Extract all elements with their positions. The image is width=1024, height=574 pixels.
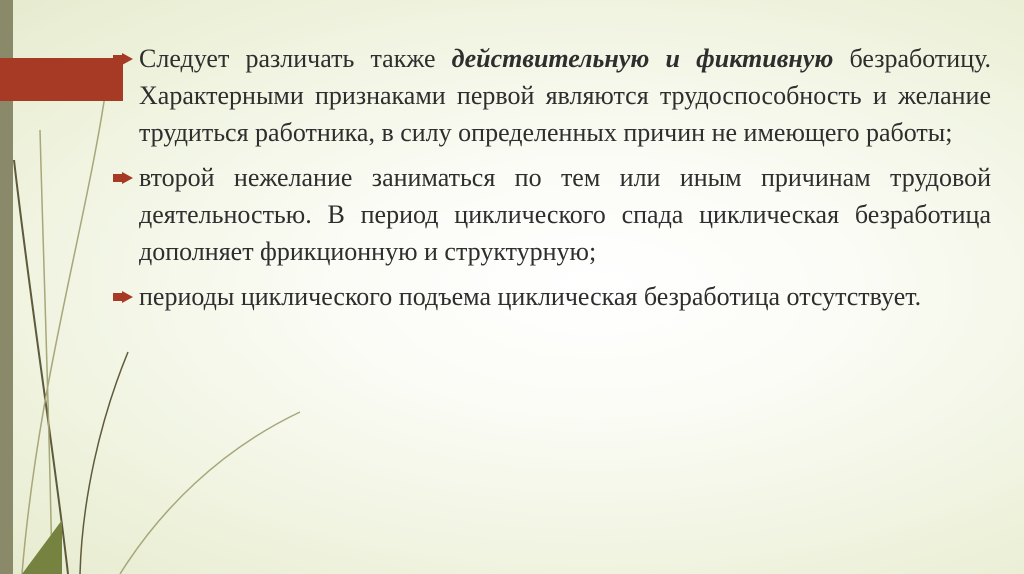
green-triangle-decoration xyxy=(22,520,62,574)
bullet-item xyxy=(113,159,991,270)
arrow-bullet-icon xyxy=(113,291,133,303)
bullet-emphasis: действительную и фиктивную xyxy=(451,44,834,73)
red-accent-band xyxy=(0,58,123,101)
arrow-bullet-icon xyxy=(113,53,133,65)
arrow-bullet-icon xyxy=(113,172,133,184)
curve-line xyxy=(120,412,300,574)
bullet-text: Следует различать также xyxy=(139,44,452,73)
curve-line xyxy=(40,130,52,574)
bullet-item xyxy=(113,278,991,315)
bullet-text: безработицу. Характерными признаками первой являются трудоспособность и желание трудиться работника, в силу определенных причин не имеющего работы; xyxy=(139,44,992,147)
bullet-text: периоды циклического подъема циклическая безработица отсутствует. xyxy=(139,282,922,311)
curve-line xyxy=(80,352,128,574)
bullet-item xyxy=(113,40,991,151)
bullet-list xyxy=(113,40,991,323)
bullet-text: второй нежелание заниматься по тем или иным причинам трудовой деятельностью. В период циклического спада циклическая безработица дополняет фрикционную и структурную; xyxy=(139,163,991,266)
curve-line xyxy=(14,160,68,574)
